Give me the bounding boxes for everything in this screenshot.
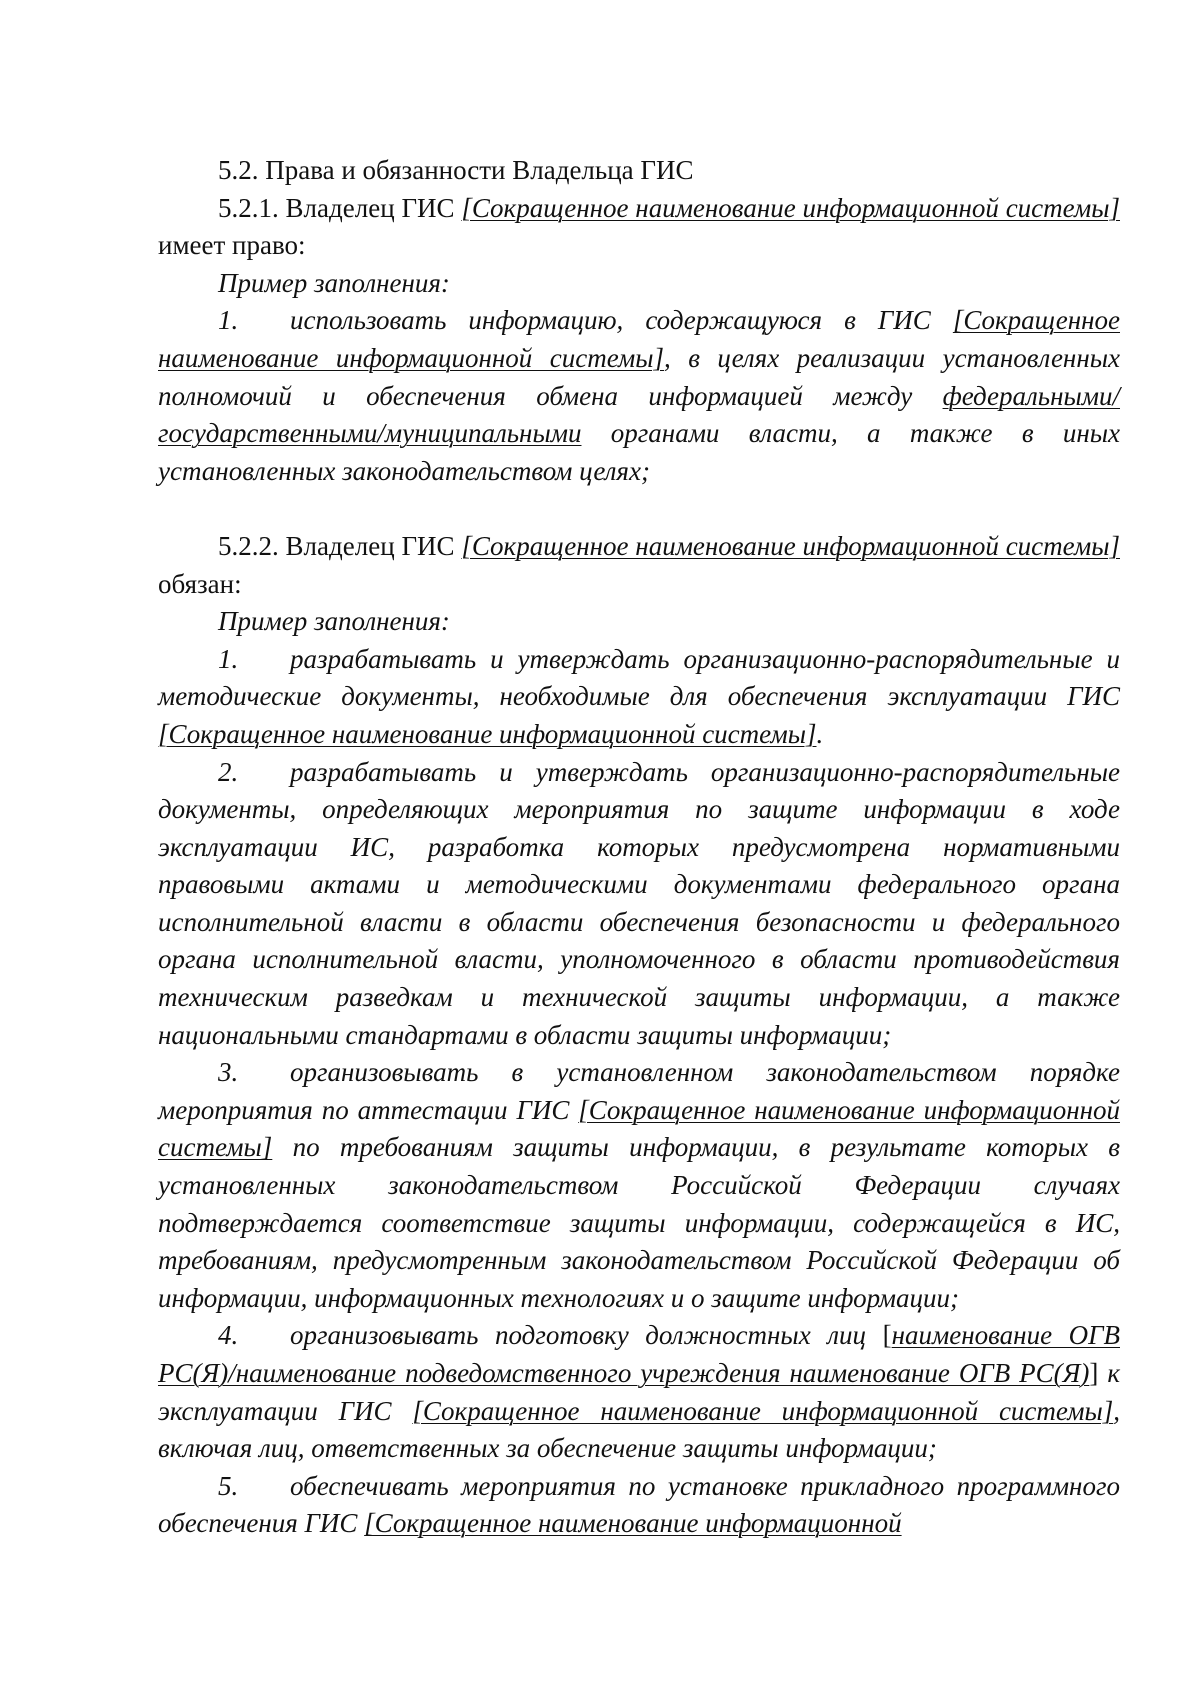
item-text: обеспечивать мероприятия по установке прикладного программного обеспечения ГИС [158,1470,1120,1539]
item-placeholder: [Сокращенное наименование информационной [364,1508,902,1539]
duties-item-5 [158,1468,1120,1543]
duties-system-name: [Сокращенное наименование информационной системы] [461,530,1120,561]
duties-item-4 [158,1317,1120,1467]
item-number: 2. [218,756,239,787]
rights-example-label: Пример заполнения: [218,267,450,298]
document-page [158,152,1120,1543]
paragraph-gap [158,490,1120,528]
item-text: по требованиям защиты информации, в результате которых в установленных законодательством Российской Федерации случаях подтверждается соответствие защиты информации, содержащейся в ИС, требованиям, предусмотренным законодательством Российской Федерации об информации, информационных технологиях и о защите информации; [158,1132,1120,1313]
duties-intro [158,528,1120,603]
item-placeholder: [Сокращенное наименование информационной системы] [158,305,1120,373]
duties-example-label: Пример заполнения: [218,606,450,637]
item-placeholder: [Сокращенное наименование информационной системы] [412,1395,1114,1426]
item-number: 3. [218,1057,239,1088]
item-text: использовать информацию, содержащуюся в ГИС [290,305,953,336]
bracket: [ [882,1320,892,1351]
item-text: , включая лиц, ответственных за обеспечение защиты информации; [158,1395,1120,1464]
item-text: организовывать подготовку должностных лиц [290,1320,883,1351]
item-placeholder: наименование ОГВ РС(Я)/наименование подведомственного учреждения наименование ОГВ РС(Я) [158,1320,1120,1388]
item-placeholder: федеральными/государственными/муниципальными [158,380,1120,449]
duties-item-2 [158,754,1120,1055]
item-placeholder: [Сокращенное наименование информационной системы] [158,718,817,749]
item-text: органами власти, а также в иных установленных законодательством целях; [158,418,1120,486]
item-placeholder: [Сокращенное наименование информационной системы] [158,1094,1120,1163]
item-number: 5. [218,1470,239,1501]
rights-lead: 5.2.1. Владелец ГИС [218,192,462,223]
item-text: к эксплуатации ГИС [158,1358,1120,1426]
bracket: ] [1089,1358,1099,1388]
section-heading: 5.2. Права и обязанности Владельца ГИС [218,155,694,185]
item-text: , в целях реализации установленных полномочий и обеспечения обмена информацией между [158,342,1120,411]
duties-tail: обязан: [158,568,242,599]
item-text: разрабатывать и утверждать организационно-распорядительные и методические документы, необходимые для обеспечения эксплуатации ГИС [158,643,1120,712]
item-number: 4. [218,1320,239,1351]
rights-tail: имеет право: [158,230,306,261]
duties-item-3 [158,1054,1120,1317]
item-text: разрабатывать и утверждать организационно-распорядительные документы, определяющих мероприятия по защите информации в ходе эксплуатации ИС, разработка которых предусмотрена нормативными правовыми актами и методическими документами федерального органа исполнительной власти в области обеспечения безопасности и федерального органа исполнительной власти, уполномоченного в области противодействия техническим разведкам и технической защиты информации, а также национальными стандартами в области защиты информации; [158,756,1120,1050]
rights-system-name: [Сокращенное наименование информационной системы] [461,192,1120,223]
item-text: . [816,718,824,749]
item-text: организовывать в установленном законодательством порядке мероприятия по аттестации ГИС [158,1057,1120,1125]
item-number: 1. [218,643,239,674]
duties-item-1 [158,641,1120,754]
rights-intro [158,190,1120,265]
duties-lead: 5.2.2. Владелец ГИС [218,530,462,561]
item-number: 1. [218,305,239,336]
rights-item-1 [158,302,1120,490]
